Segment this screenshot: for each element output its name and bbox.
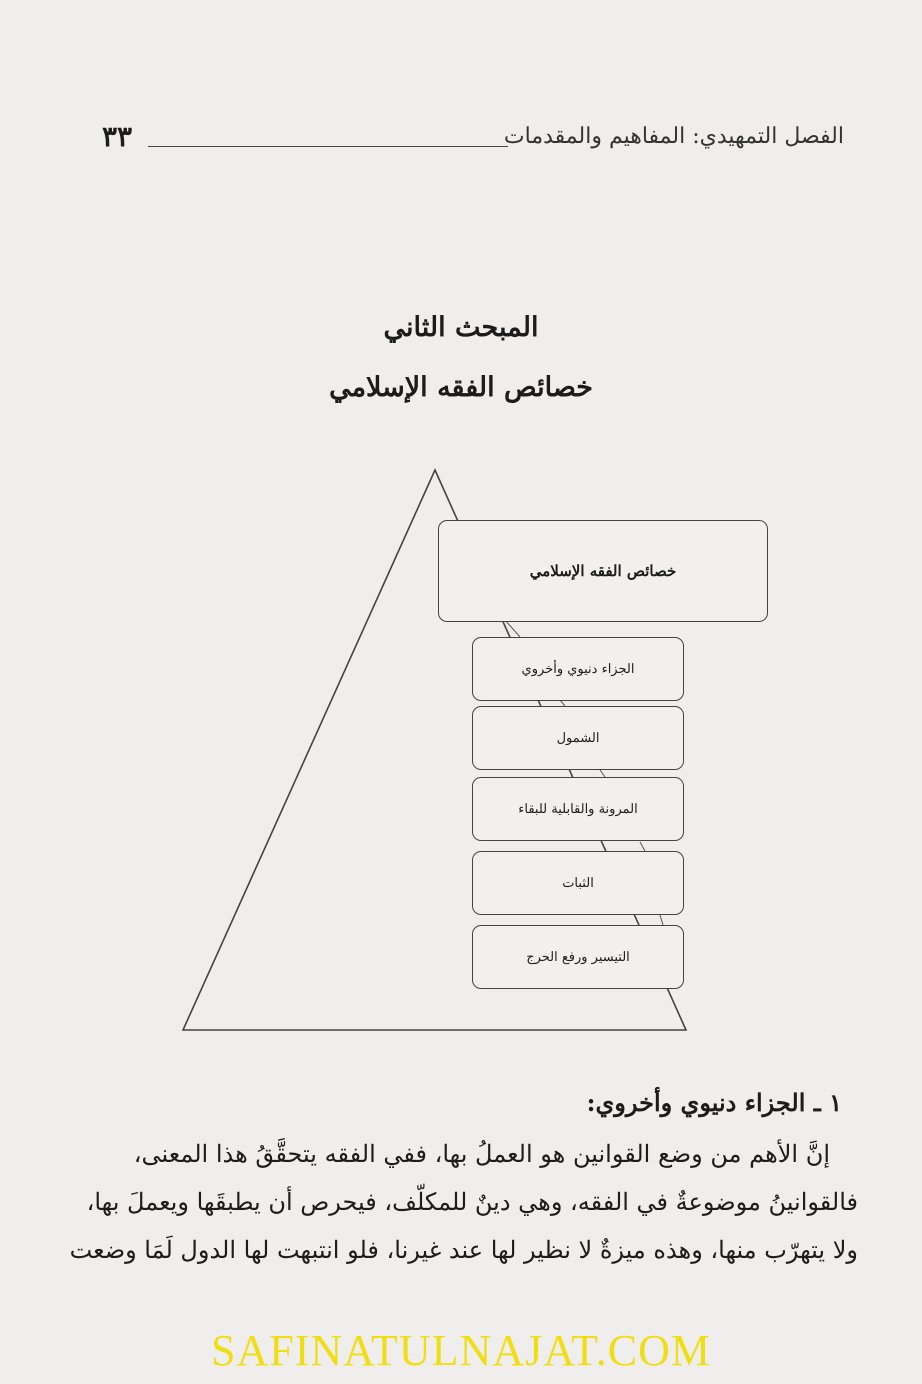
connector-line [660, 915, 663, 925]
connector-line [640, 842, 645, 851]
diagram-item: التيسير ورفع الحرج [472, 925, 684, 989]
diagram-item: الشمول [472, 706, 684, 770]
paragraph-line: فالقوانينُ موضوعةٌ في الفقه، وهي دينٌ للمكلّف، فيحرص أن يطبقَها ويعملَ بها، [86, 1188, 858, 1216]
diagram-item: الثبات [472, 851, 684, 915]
running-header-title: الفصل التمهيدي: المفاهيم والمقدمات [503, 124, 844, 149]
page-number: ٣٣ [102, 120, 133, 153]
subheading: ١ ـ الجزاء دنيوي وأخروي: [586, 1088, 842, 1117]
watermark: SAFINATULNAJAT.COM [210, 1326, 711, 1375]
paragraph-line: ولا يتهرّب منها، وهذه ميزةٌ لا نظير لها عند غيرنا، فلو انتبهت لها الدول لَمَا وضعت [69, 1236, 858, 1264]
section-title: خصائص الفقه الإسلامي [329, 372, 593, 403]
diagram-main-box: خصائص الفقه الإسلامي [438, 520, 768, 622]
paragraph-line: إنَّ الأهم من وضع القوانين هو العملُ بها، ففي الفقه يتحقَّقُ هذا المعنى، [133, 1140, 830, 1168]
diagram-item: الجزاء دنيوي وأخروي [472, 637, 684, 701]
diagram-item: المرونة والقابلية للبقاء [472, 777, 684, 841]
connector-line [505, 620, 520, 637]
section-label: المبحث الثاني [383, 312, 539, 343]
connector-line [600, 770, 605, 777]
